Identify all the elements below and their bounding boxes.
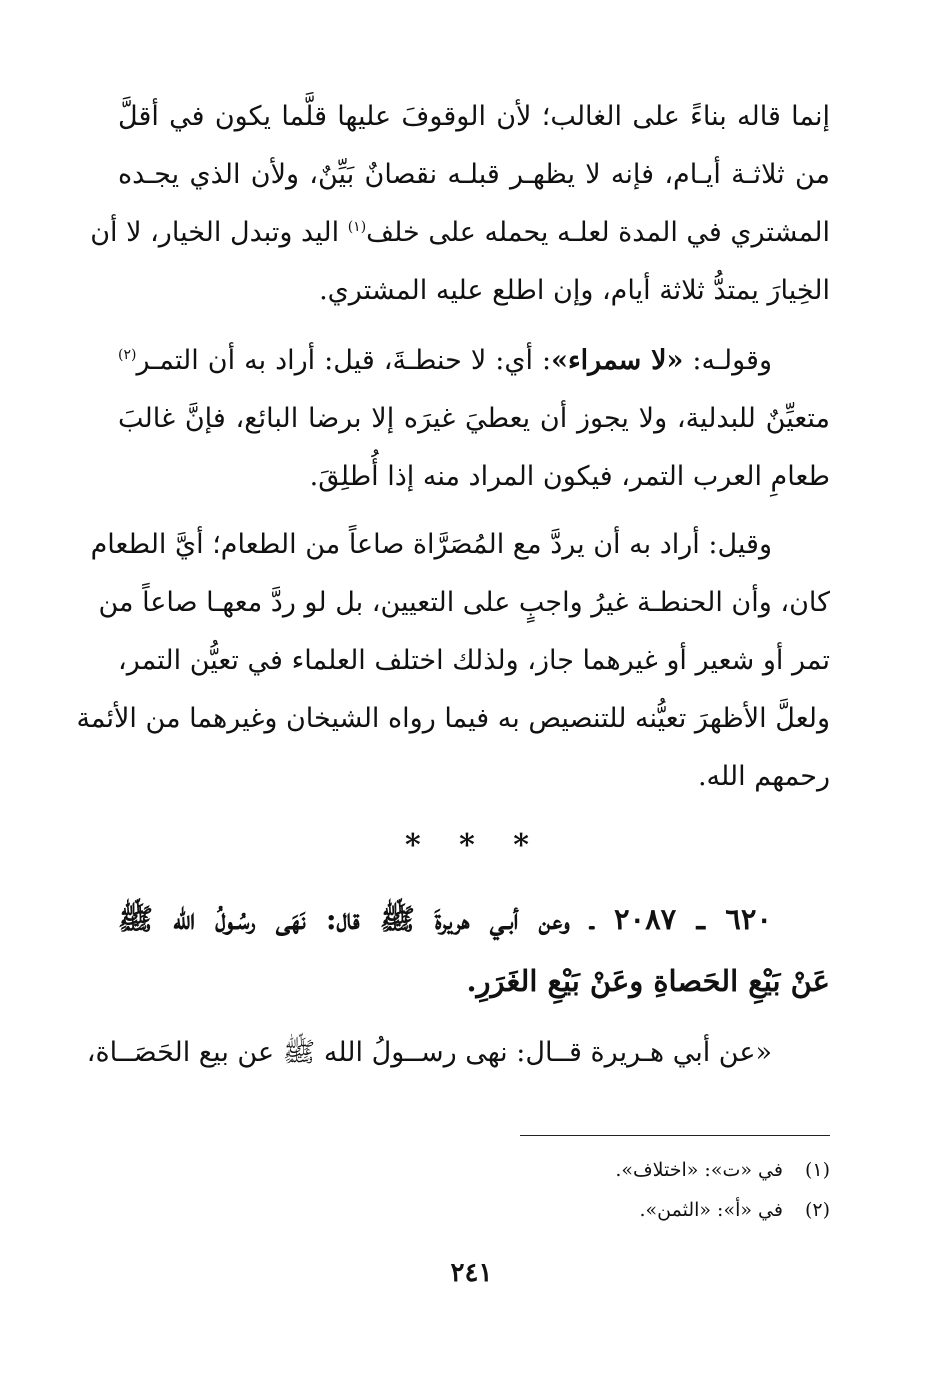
footnote-divider [520,1135,830,1136]
paragraph-2-line-1-start: وقولـه: [683,345,772,376]
paragraph-3-line-1: وقيل: أراد به أن يردَّ مع المُصَرَّاة صاعاً من الطعام؛ أيَّ الطعام [90,529,772,560]
footnotes [118,1150,830,1230]
hadith-line-1: ٦٢٠ ـ ٢٠٨٧ ـ وعن أبـي هريرةَ ﷺ قال: نَهَى رسُـولُ الله ﷺ [118,902,772,936]
footnote-1-text: في «ت»: «اختلاف». [615,1159,783,1181]
commentary-start: «عن أبي هـريرة قــال: نهى رســولُ الله ﷺ عن بيع الحَصَــاة، [86,1037,772,1068]
paragraph-3-line-3: تمر أو شعير أو غيرهما جاز، ولذلك اختلف العلماء في تعيُّن التمر، [118,645,830,676]
paragraph-1-line-3-start: المشتري في المدة لعلـه يحمله على خلف [366,217,830,248]
paragraph-2-line-2: متعيِّنٌ للبدلية، ولا يجوز أن يعطيَ غيرَه إلا برضا البائع، فإنَّ غالبَ [118,403,830,434]
footnote-2-text: في «أ»: «الثمن». [639,1199,783,1221]
paragraph-1-line-2: من ثلاثـة أيـام، فإنه لا يظهـر قبلـه نقصانٌ بَيِّنٌ، ولأن الذي يجـده [118,159,830,190]
footnote-2-number: (٢) [804,1199,830,1221]
page-number: ٢٤١ [450,1258,493,1288]
paragraph-2-line-3: طعامِ العرب التمر، فيكون المراد منه إذا أُطلِقَ. [309,461,830,492]
paragraph-1-line-1: إنما قاله بناءً على الغالب؛ لأن الوقوفَ عليها قلَّما يكون في أقلَّ [118,101,830,132]
paragraph-2-line-1-rest: : أي: لا حنطـةَ، قيل: أراد به أن التمـر [136,345,552,376]
paragraph-3-line-2: كان، وأن الحنطـة غيرُ واجبٍ على التعيين، بل لو ردَّ معهـا صاعاً من [98,587,830,618]
paragraph-1-line-3 [90,204,830,262]
footnote-ref-2[interactable]: (٢) [118,347,137,363]
hadith-line-2: عَنْ بَيْعِ الحَصاةِ وعَنْ بَيْعِ الغَرَرِ. [466,964,830,998]
paragraph-2 [118,332,830,506]
hadith-text [118,888,830,1012]
paragraph-1-line-4: الخِيارَ يمتدُّ ثلاثة أيام، وإن اطلع عليه المشتري. [319,275,830,306]
quoted-term: «لا سمراء» [551,345,684,376]
paragraph-3-line-4: ولعلَّ الأظهرَ تعيُّنه للتنصيص به فيما رواه الشيخان وغيرهما من الأئمة [76,703,830,734]
paragraph-1 [90,88,830,320]
paragraph-3 [76,516,830,806]
paragraph-1-line-3-end: اليد وتبدل الخيار، لا أن [90,217,340,248]
footnote-2 [118,1190,830,1230]
section-separator: * * * [405,828,543,863]
paragraph-2-line-1 [118,332,830,390]
paragraph-3-line-5: رحمهم الله. [697,761,830,792]
footnote-ref-1[interactable]: (١) [347,219,367,235]
footnote-1 [118,1150,830,1190]
footnote-1-number: (١) [804,1159,830,1181]
